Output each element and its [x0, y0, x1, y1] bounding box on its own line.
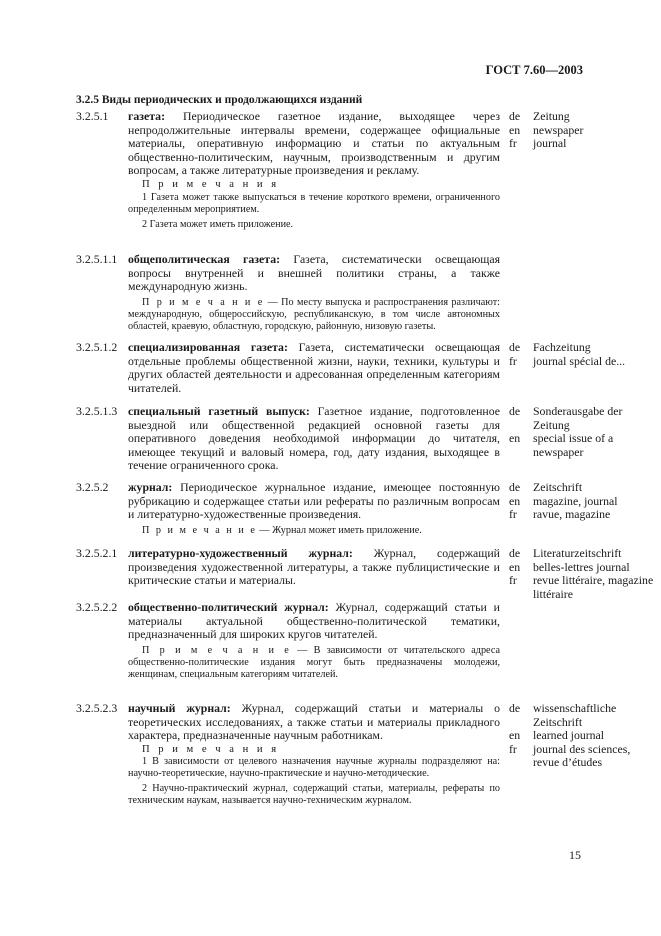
section-heading: [76, 94, 362, 106]
document-header: ГОСТ 7.60—2003: [485, 63, 583, 77]
translation: littéraire: [533, 586, 573, 601]
translations: [533, 481, 658, 522]
lang-code: fr: [509, 353, 517, 368]
lang-code: [509, 419, 527, 433]
translation: revue littéraire, magazine: [533, 573, 654, 588]
notes-heading: П р и м е ч а н и я: [142, 743, 280, 755]
term: общественно-политический журнал:: [128, 600, 329, 614]
lang-code: de: [509, 480, 521, 494]
note-text: — В зависимости от читательского адреса общественно-политические издания могут быть предназначены молодежи, женщинам, специальным категориям читателей.: [128, 644, 500, 680]
definition: Журнал, содержащий статьи и материалы актуальной общественно-политической тематики, предназначенный для широких кругов читателей.: [128, 600, 500, 642]
definition: Периодическое журнальное издание, имеющее постоянную рубрикацию и содержащее статьи или рефераты по различным вопросам и литературно-художественные произведения.: [128, 480, 500, 522]
note: [128, 525, 500, 537]
note-text: — Журнал может иметь приложение.: [259, 524, 422, 536]
translation: learned journal: [533, 728, 605, 743]
lang-code: en: [509, 559, 521, 574]
language-codes: [509, 547, 527, 588]
entry-body: [128, 481, 500, 537]
lang-code: fr: [509, 741, 517, 756]
translation: wissenschaftliche: [533, 701, 617, 715]
translation: Zeitschrift: [533, 480, 583, 494]
definition: Периодическое газетное издание, выходящее через непродолжительные интервалы времени, содержащее официальные материалы, оперативную информацию и статьи по актуальным общественно-политическим, научным, производственным и другим вопросам, а также литературные произведения и рекламу.: [128, 109, 500, 178]
entry-body: [128, 601, 500, 681]
entry-number: 3.2.5.1.2: [76, 340, 118, 354]
definition: Газета, систематически освещающая отдельные проблемы общественной жизни, науки, техники, культуры и других областей деятельности и адресованная определенным категориям читателей.: [128, 340, 501, 395]
note-label: П р и м е ч а н и е: [142, 644, 291, 656]
term: литературно-художественный журнал:: [128, 546, 353, 560]
note-2: 2 Научно-практический журнал, содержащий статьи, материалы, рефераты по техническим наукам, называется научно-техническим журналом.: [128, 783, 500, 807]
lang-code: en: [509, 122, 521, 137]
term: журнал:: [128, 480, 173, 494]
note: [128, 645, 500, 681]
translations: [533, 405, 658, 459]
term: специализированная газета:: [128, 340, 288, 354]
definition: Журнал, содержащий произведения художественной литературы, а также публицистические и критические статьи и материалы.: [128, 546, 500, 588]
entry-number: 3.2.5.2.3: [76, 701, 118, 715]
entry-number: 3.2.5.2: [76, 480, 109, 494]
page-number: 15: [569, 848, 581, 862]
lang-code: en: [509, 493, 521, 508]
language-codes: [509, 481, 527, 522]
translation: Zeitung: [533, 417, 570, 432]
translation: newspaper: [533, 122, 584, 137]
note: [128, 297, 500, 333]
language-codes: [509, 110, 527, 151]
lang-code: fr: [509, 507, 517, 522]
translation: Literaturzeitschrift: [533, 546, 622, 560]
lang-code: fr: [509, 136, 517, 151]
note-1: 1 В зависимости от целевого назначения научные журналы подразделяют на: научно-теоретические, научно-практические и научно-методические.: [128, 756, 500, 780]
translations: [533, 110, 658, 151]
term: общеполитическая газета:: [128, 252, 281, 266]
translations: [533, 702, 658, 770]
term: газета:: [128, 109, 165, 123]
translation: ravue, magazine: [533, 507, 611, 522]
note-1: 1 Газета может также выпускаться в течение короткого времени, ограниченного определенным мероприятием.: [128, 191, 500, 215]
translations: [533, 341, 658, 368]
translation: Sonderausgabe der: [533, 404, 623, 418]
translations: [533, 547, 658, 601]
lang-code: de: [509, 109, 521, 123]
entry-body: [128, 341, 500, 395]
lang-code: en: [509, 431, 521, 446]
lang-code: de: [509, 546, 521, 560]
note-text: — По месту выпуска и распространения различают: международную, общероссийскую, республиканскую, в том числе автономных областей, краевую, областную, городскую, районную, низовую газеты.: [128, 296, 500, 332]
lang-code: en: [509, 728, 521, 743]
entry-body: [128, 110, 500, 231]
entry-number: 3.2.5.2.2: [76, 600, 118, 614]
definition: Журнал, содержащий статьи и материалы о теоретических исследованиях, а также статьи и материалы прикладного характера, предназначенные научным работникам.: [128, 701, 501, 743]
definition: Газета, систематически освещающая вопросы внутренней и внешней политики страны, а также международную жизнь.: [128, 252, 501, 294]
entry-body: [128, 547, 500, 588]
notes-heading: П р и м е ч а н и я: [142, 178, 280, 190]
translation: Zeitung: [533, 109, 570, 123]
translation: journal spécial de...: [533, 353, 626, 368]
term: научный журнал:: [128, 701, 231, 715]
translation: magazine, journal: [533, 493, 618, 508]
lang-code: de: [509, 340, 521, 354]
translation: special issue of a: [533, 431, 614, 446]
lang-code: de: [509, 404, 521, 418]
language-codes: [509, 341, 527, 368]
translation: Fachzeitung: [533, 340, 591, 354]
translation: newspaper: [533, 444, 584, 459]
entry-number: 3.2.5.1.1: [76, 252, 118, 266]
section-number: 3.2.5: [76, 94, 99, 106]
entry-number: 3.2.5.2.1: [76, 546, 118, 560]
lang-code: [509, 716, 527, 730]
lang-code: fr: [509, 573, 517, 588]
translation: belles-lettres journal: [533, 559, 630, 574]
translation: revue d’études: [533, 755, 603, 770]
translation: journal: [533, 136, 567, 151]
language-codes: [509, 702, 527, 756]
translation: journal des sciences,: [533, 741, 631, 756]
language-codes: [509, 405, 527, 446]
note-label: П р и м е ч а н и е: [142, 296, 265, 308]
note-2: 2 Газета может иметь приложение.: [142, 218, 294, 230]
entry-body: [128, 253, 500, 333]
term: специальный газетный выпуск:: [128, 404, 310, 418]
entry-number: 3.2.5.1: [76, 109, 109, 123]
entry-body: [128, 702, 500, 807]
entry-number: 3.2.5.1.3: [76, 404, 118, 418]
translation: Zeitschrift: [533, 714, 583, 729]
section-title: Виды периодических и продолжающихся изданий: [101, 94, 363, 106]
entry-body: [128, 405, 500, 473]
definition: Газетное издание, подготовленное выездной или общественной редакцией основной газеты для оперативного доведения необходимой информации до читателя, имеющее текущий и валовый номера, год, дату издания, выходящее в течение ограниченного срока.: [128, 404, 500, 473]
note-label: П р и м е ч а н и е: [142, 524, 257, 536]
lang-code: de: [509, 701, 521, 715]
